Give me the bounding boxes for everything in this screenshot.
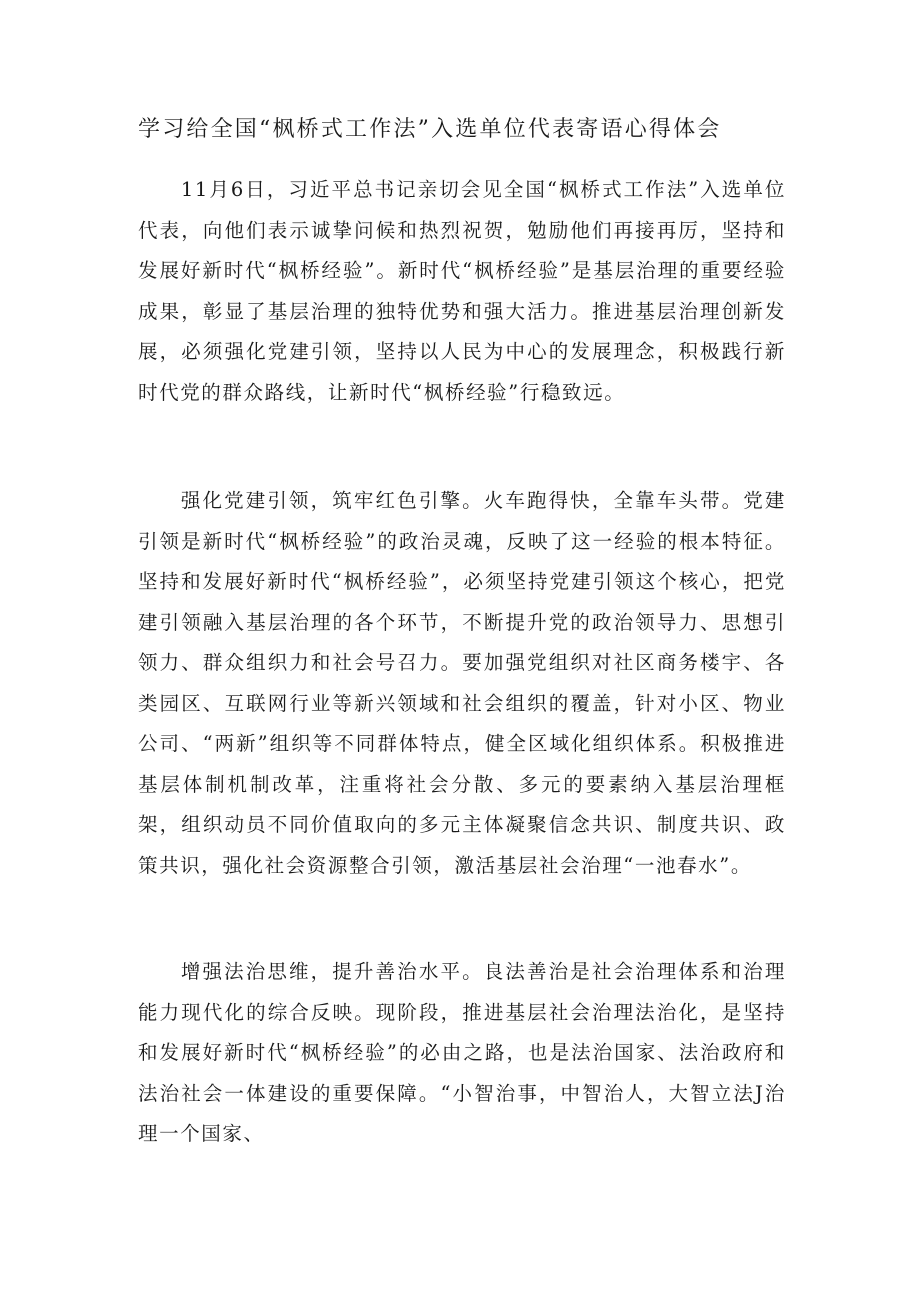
document-title: 学习给全国“枫桥式工作法”入选单位代表寄语心得体会	[138, 117, 722, 142]
body-paragraph-1: 11月6日，习近平总书记亲切会见全国“枫桥式工作法”入选单位代表，向他们表示诚挚问候和热烈祝贺，勉励他们再接再厉，坚持和发展好新时代“枫桥经验”。新时代“枫桥经验”是基层治理的重要经验成果，彰显了基层治理的独特优势和强大活力。推进基层治理创新发展，必须强化党建引领，坚持以人民为中心的发展理念，积极践行新时代党的群众路线，让新时代“枫桥经验”行稳致远。	[138, 178, 786, 404]
body-paragraph-2: 强化党建引领，筑牢红色引擎。火车跑得快，全靠车头带。党建引领是新时代“枫桥经验”的政治灵魂，反映了这一经验的根本特征。坚持和发展好新时代“枫桥经验”，必须坚持党建引领这个核心，把党建引领融入基层治理的各个环节，不断提升党的政治领导力、思想引领力、群众组织力和社会号召力。要加强党组织对社区商务楼宇、各类园区、互联网行业等新兴领域和社会组织的覆盖，针对小区、物业公司、“两新”组织等不同群体特点，健全区域化组织体系。积极推进基层体制机制改革，注重将社会分散、多元的要素纳入基层治理框架，组织动员不同价值取向的多元主体凝聚信念共识、制度共识、政策共识，强化社会资源整合引领，激活基层社会治理“一池春水”。	[138, 489, 786, 877]
body-paragraph-3: 增强法治思维，提升善治水平。良法善治是社会治理体系和治理能力现代化的综合反映。现阶段，推进基层社会治理法治化，是坚持和发展好新时代“枫桥经验”的必由之路，也是法治国家、法治政府和法治社会一体建设的重要保障。“小智治事，中智治人，大智立法J治理一个国家、	[138, 960, 786, 1145]
